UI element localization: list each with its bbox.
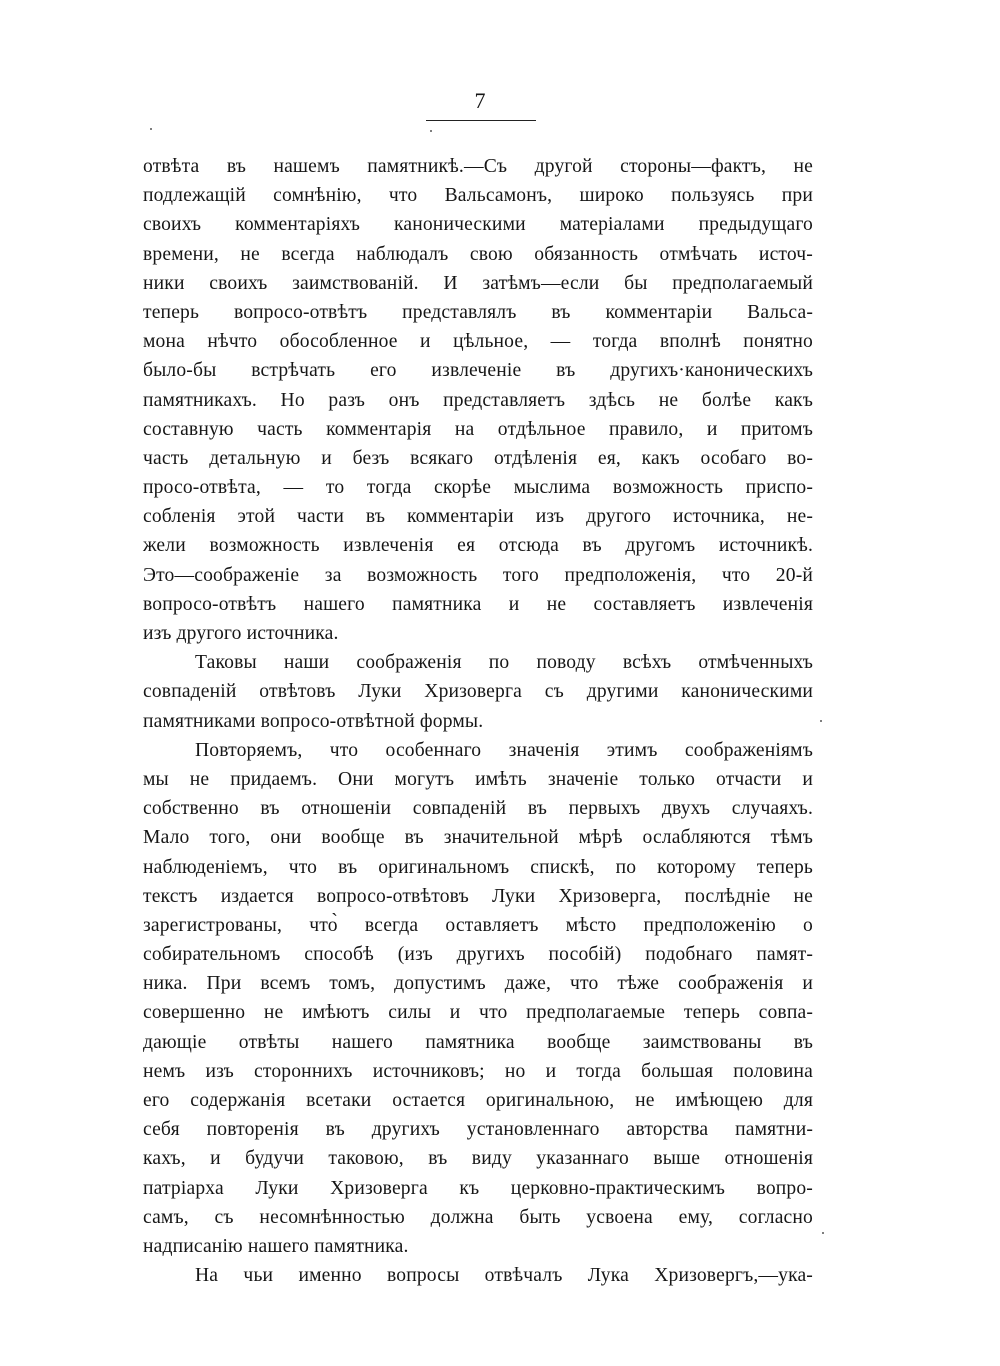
speck-mark [430, 130, 432, 132]
text-line: совпаденій отвѣтовъ Луки Хризоверга съ другими каноническими [143, 681, 813, 703]
text-line: мы не придаемъ. Они могутъ имѣть значеніе только отчасти и [143, 768, 813, 790]
paragraph [143, 152, 813, 648]
text-line: себя повторенія въ другихъ установленнаго авторства памятни- [143, 1119, 813, 1141]
text-line: просо-отвѣта, — то тогда скорѣе мыслима возможность приспо- [143, 477, 813, 499]
paragraph [143, 736, 813, 1261]
text-line: Повторяемъ, что особеннаго значенія этимъ соображеніямъ [195, 739, 813, 761]
text-line: своихъ комментаріяхъ каноническими матеріалами предыдущаго [143, 214, 813, 236]
text-line: Мало того, они вообще въ значительной мѣрѣ ослабляются тѣмъ [143, 827, 813, 849]
text-line: дающіе отвѣты нашего памятника вообще заимствованы въ [143, 1031, 813, 1053]
text-line: наблюденіемъ, что въ оригинальномъ спискѣ, по которому теперь [143, 856, 813, 878]
text-line: было-бы встрѣчать его извлеченіе въ другихъ·каноническихъ [143, 360, 813, 382]
paragraph [143, 1261, 813, 1290]
text-line: мона нѣчто обособленное и цѣльное, — тогда вполнѣ понятно [143, 331, 813, 353]
text-line: ники своихъ заимствованій. И затѣмъ—если бы предполагаемый [143, 272, 813, 294]
text-line: изъ другого источника. [143, 623, 339, 644]
speck-mark [820, 720, 822, 722]
text-line: теперь вопросо-отвѣтъ представлялъ въ комментаріи Вальса- [143, 301, 813, 323]
page-number-rule [426, 120, 536, 121]
text-line: самъ, съ несомнѣнностью должна быть усвоена ему, согласно [143, 1206, 813, 1228]
text-line: совершенно не имѣютъ силы и что предполагаемые теперь совпа- [143, 1002, 813, 1024]
body-text [143, 152, 813, 1290]
text-line: немъ изъ стороннихъ источниковъ; но и тогда большая половина [143, 1060, 813, 1082]
speck-mark [150, 128, 152, 130]
text-line: Таковы наши соображенія по поводу всѣхъ отмѣченныхъ [195, 652, 813, 674]
text-line: ника. При всемъ томъ, допустимъ даже, что тѣже соображенія и [143, 973, 813, 995]
text-line: кахъ, и будучи таковою, въ виду указаннаго выше отношенія [143, 1148, 813, 1170]
text-line: памятникахъ. Но разъ онъ представляетъ здѣсь не болѣе какъ [143, 389, 813, 411]
text-line: текстъ издается вопросо-отвѣтовъ Луки Хризоверга, послѣдніе не [143, 885, 813, 907]
text-line: его содержанія всетаки остается оригинальною, не имѣющею для [143, 1090, 813, 1111]
text-line: времени, не всегда наблюдалъ свою обязанность отмѣчать источ- [143, 243, 813, 265]
text-line: подлежащій сомнѣнію, что Вальсамонъ, широко пользуясь при [143, 185, 813, 207]
speck-mark [822, 1232, 824, 1234]
text-line: вопросо-отвѣтъ нашего памятника и не составляетъ извлеченія [143, 593, 813, 615]
text-line: часть детальную и безъ всякаго отдѣленія ея, какъ особаго во- [143, 447, 813, 469]
page-number: 7 [474, 88, 486, 113]
text-line: надписанію нашего памятника. [143, 1235, 409, 1257]
text-line: собирательномъ способѣ (изъ другихъ пособій) подобнаго памят- [143, 944, 813, 966]
text-line: собленія этой части въ комментаріи изъ другого источника, не- [143, 506, 813, 528]
text-line: памятниками вопросо-отвѣтной формы. [143, 710, 484, 732]
text-line: отвѣта въ нашемъ памятникѣ.—Съ другой стороны—фактъ, не [143, 156, 813, 177]
text-line: собственно въ отношеніи совпаденій въ первыхъ двухъ случаяхъ. [143, 798, 813, 820]
text-line: жели возможность извлеченія ея отсюда въ другомъ источникѣ. [143, 535, 813, 557]
text-line: составную часть комментарія на отдѣльное правило, и притомъ [143, 418, 813, 440]
text-line: На чьи именно вопросы отвѣчалъ Лука Хризовергъ,—ука- [195, 1265, 813, 1287]
text-line: патріарха Луки Хризоверга къ церковно-практическимъ вопро- [143, 1177, 813, 1199]
paragraph [143, 648, 813, 736]
text-line: зарегистрованы, что̀ всегда оставляетъ мѣсто предположенію о [143, 914, 813, 936]
text-line: Это—соображеніе за возможность того предположенія, что 20-й [143, 564, 813, 586]
